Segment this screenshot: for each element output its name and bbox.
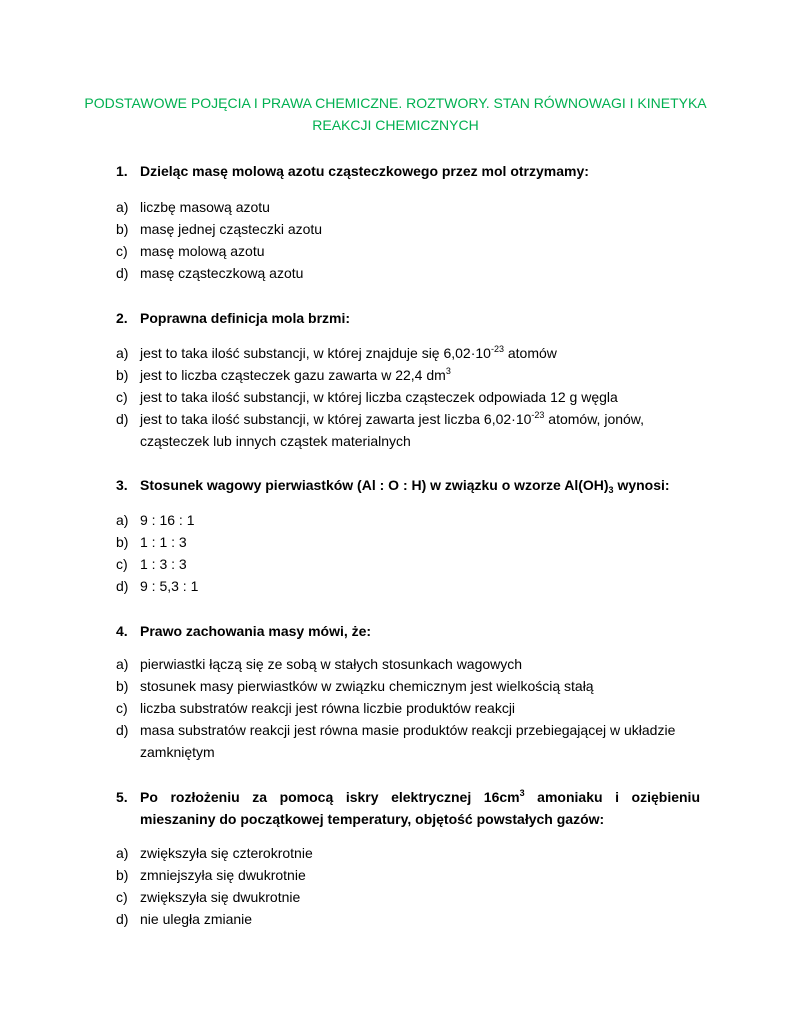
- option-text: pierwiastki łączą się ze sobą w stałych stosunkach wagowych: [140, 656, 523, 672]
- option-letter: d): [116, 578, 129, 594]
- question-text: Prawo zachowania masy mówi, że:: [140, 623, 372, 639]
- option-text: 1 : 1 : 3: [140, 534, 187, 550]
- answer-option: [116, 408, 646, 452]
- option-letter: a): [116, 845, 129, 861]
- answer-option: [116, 908, 676, 930]
- answer-option: [116, 509, 676, 531]
- question-5: [116, 786, 700, 830]
- question-1: [116, 160, 706, 182]
- option-text: masa substratów reakcji jest równa masie produktów reakcji przebiegającej w układzie zamkniętym: [140, 722, 676, 760]
- option-letter: b): [116, 221, 129, 237]
- option-text: 9 : 16 : 1: [140, 512, 195, 528]
- option-text: stosunek masy pierwiastków w związku chemicznym jest wielkością stałą: [140, 678, 594, 694]
- answer-option: [116, 697, 676, 719]
- option-letter: b): [116, 867, 129, 883]
- question-number: 1.: [116, 163, 128, 179]
- option-text: liczba substratów reakcji jest równa liczbie produktów reakcji: [140, 700, 516, 716]
- option-letter: d): [116, 722, 129, 738]
- question-number: 3.: [116, 477, 128, 493]
- option-letter: d): [116, 411, 129, 427]
- option-letter: c): [116, 556, 128, 572]
- answer-option: [116, 342, 676, 364]
- answer-option: [116, 386, 676, 408]
- answer-option: [116, 719, 696, 763]
- document-title-line-1: PODSTAWOWE POJĘCIA I PRAWA CHEMICZNE. ROZTWORY. STAN RÓWNOWAGI I KINETYKA: [84, 95, 707, 111]
- answer-option: [116, 531, 676, 553]
- option-text: jest to taka ilość substancji, w której liczba cząsteczek odpowiada 12 g węgla: [140, 389, 618, 405]
- option-text: masę cząsteczkową azotu: [140, 265, 304, 281]
- option-text: jest to liczba cząsteczek gazu zawarta w 22,4 $dm^3$: [140, 366, 451, 383]
- option-text: zwiększyła się dwukrotnie: [140, 889, 301, 905]
- answer-option: [116, 364, 676, 386]
- subscript: 3: [608, 485, 614, 495]
- option-text: nie uległa zmianie: [140, 911, 253, 927]
- superscript: 3: [519, 788, 525, 798]
- answer-option: [116, 842, 676, 864]
- option-letter: a): [116, 512, 129, 528]
- option-text: masę molową azotu: [140, 243, 265, 259]
- option-letter: d): [116, 265, 129, 281]
- answer-option: [116, 675, 676, 697]
- question-text: Stosunek wagowy pierwiastków (Al : O : H) w związku o wzorze $Al(OH)_3$ wynosi:: [140, 477, 670, 495]
- question-text: Poprawna definicja mola brzmi:: [140, 310, 351, 326]
- answer-option: [116, 196, 676, 218]
- answer-option: [116, 864, 676, 886]
- question-text: Po rozłożeniu za pomocą iskry elektrycznej $16cm^3$ amoniaku i oziębieniu mieszaniny do początkowej temperatury, objętość powstałych gazów:: [140, 788, 700, 827]
- option-text: 1 : 3 : 3: [140, 556, 187, 572]
- answer-option: [116, 653, 676, 675]
- question-4: [116, 620, 706, 642]
- question-number: 4.: [116, 623, 128, 639]
- option-letter: b): [116, 367, 129, 383]
- superscript: -23: [531, 410, 545, 420]
- answer-option: [116, 262, 676, 284]
- option-text: zwiększyła się czterokrotnie: [140, 845, 313, 861]
- option-letter: c): [116, 243, 128, 259]
- option-letter: a): [116, 345, 129, 361]
- option-text: zmniejszyła się dwukrotnie: [140, 867, 306, 883]
- option-text: liczbę masową azotu: [140, 199, 270, 215]
- option-text: jest to taka ilość substancji, w której znajduje się $6,02\cdot 10^{-23}$ atomów: [140, 344, 557, 361]
- superscript: 3: [445, 366, 451, 376]
- option-letter: b): [116, 678, 129, 694]
- option-letter: c): [116, 389, 128, 405]
- option-letter: a): [116, 199, 129, 215]
- answer-option: [116, 553, 676, 575]
- option-letter: d): [116, 911, 129, 927]
- option-text: jest to taka ilość substancji, w której zawarta jest liczba $6,02\cdot 10^{-23}$ atomów, jonów, cząsteczek lub innych cząstek materialnych: [140, 410, 645, 449]
- question-3: [116, 474, 706, 496]
- superscript: -23: [490, 344, 504, 354]
- option-letter: c): [116, 700, 128, 716]
- document-title-line-2: REAKCJI CHEMICZNYCH: [312, 117, 479, 133]
- option-letter: c): [116, 889, 128, 905]
- answer-option: [116, 575, 676, 597]
- option-letter: a): [116, 656, 129, 672]
- question-number: 2.: [116, 310, 128, 326]
- answer-option: [116, 218, 676, 240]
- answer-option: [116, 240, 676, 262]
- option-letter: b): [116, 534, 129, 550]
- option-text: 9 : 5,3 : 1: [140, 578, 199, 594]
- option-text: masę jednej cząsteczki azotu: [140, 221, 323, 237]
- answer-option: [116, 886, 676, 908]
- question-text: Dzieląc masę molową azotu cząsteczkowego przez mol otrzymamy:: [140, 163, 589, 179]
- question-number: 5.: [116, 789, 128, 805]
- question-2: [116, 307, 706, 329]
